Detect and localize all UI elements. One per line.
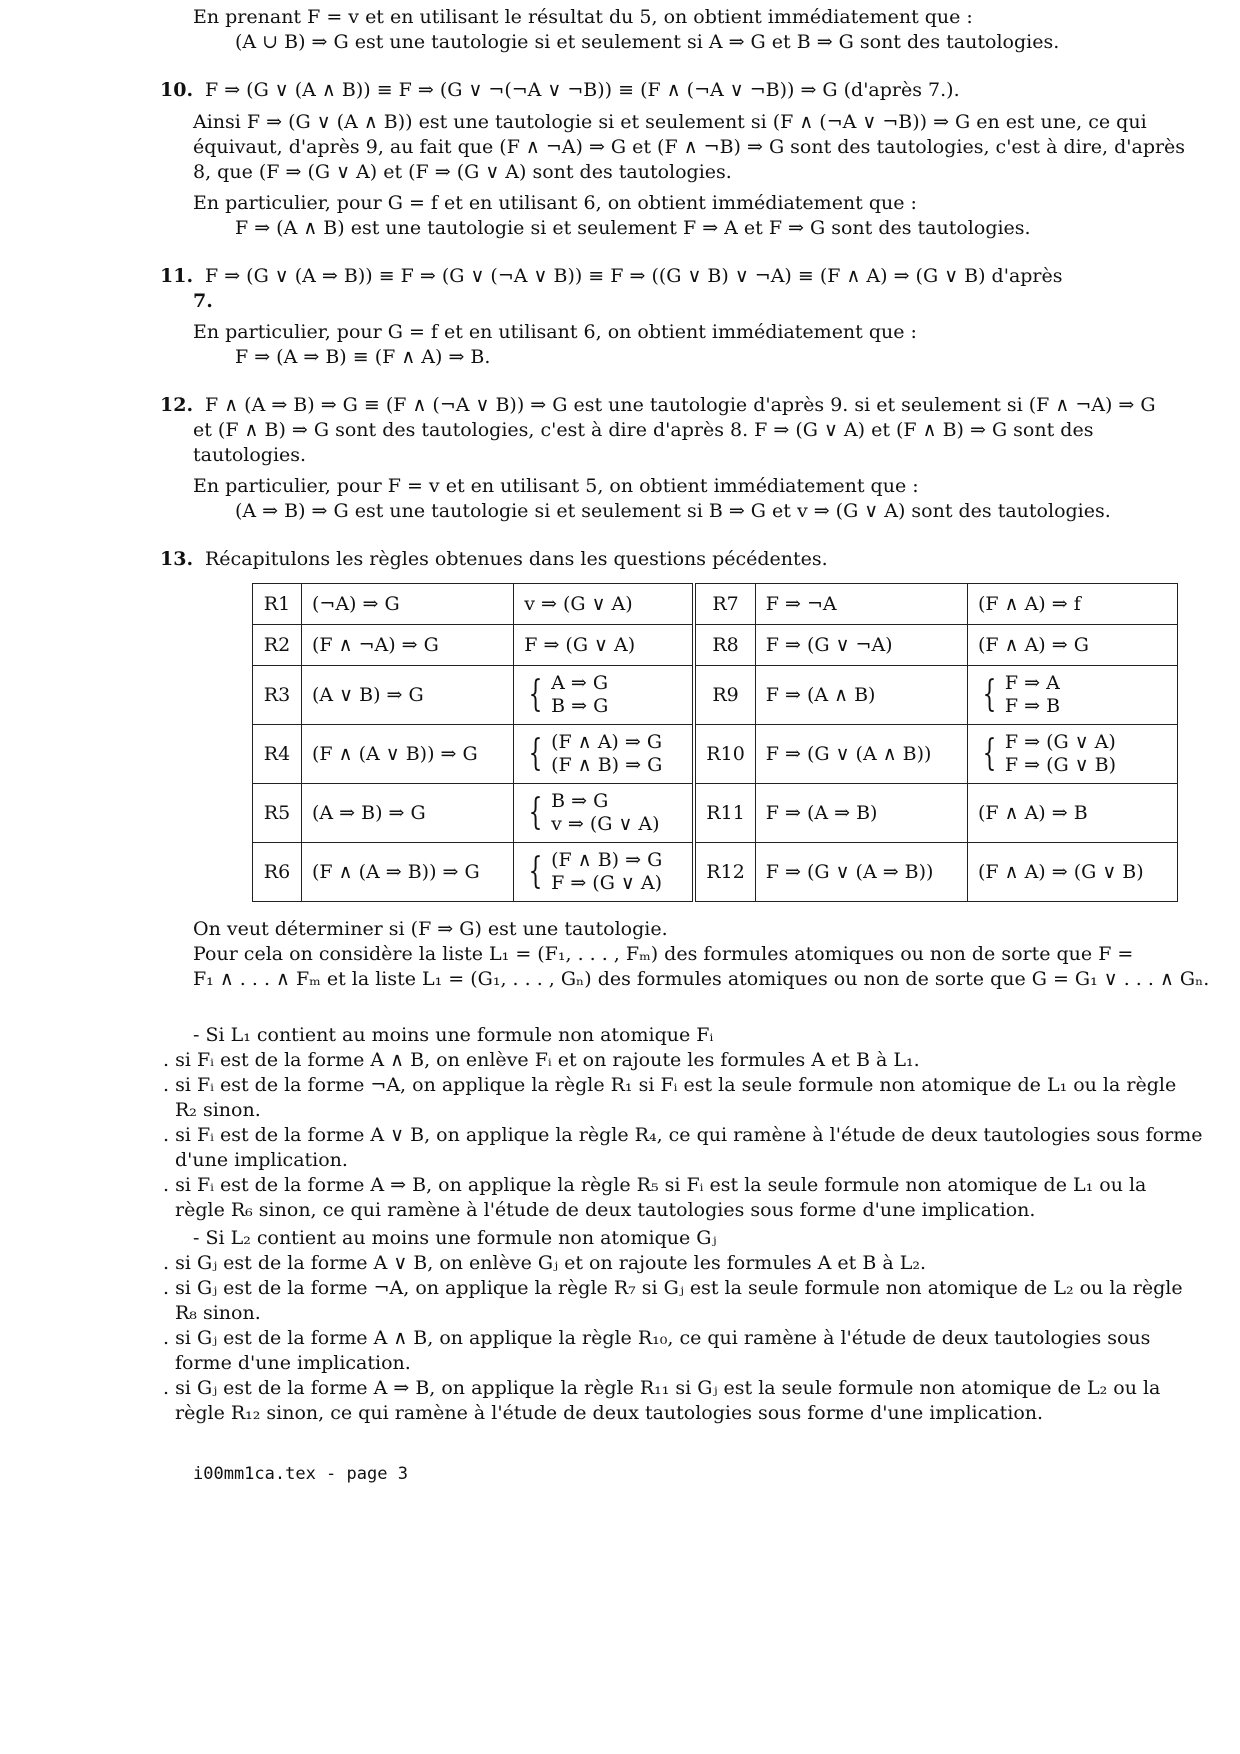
rule-formula: F ⇒ (G ∨ (A ⇒ B)) (755, 843, 967, 902)
q12-para-4: (A ⇒ B) ⇒ G est une tautologie si et seulement si B ⇒ G et v ⇒ (G ∨ A) sont des tautologies. (235, 500, 1111, 522)
case-l1-item: . si Fᵢ est de la forme A ⇒ B, on applique la règle R₅ si Fᵢ est la seule formule non atomique de L₁ ou la (163, 1174, 1147, 1196)
case-l1-item: . si Fᵢ est de la forme A ∨ B, on applique la règle R₄, ce qui ramène à l'étude de deux tautologies sous forme (163, 1124, 1203, 1146)
rule-id: R10 (694, 725, 755, 784)
case-l1-item: . si Fᵢ est de la forme ¬A, on applique la règle R₁ si Fᵢ est la seule formule non atomique de L₁ ou la règle (163, 1074, 1177, 1096)
result-line: A ⇒ G (551, 672, 609, 694)
rule-formula: (A ⇒ B) ⇒ G (302, 784, 514, 843)
q12-para-3: En particulier, pour F = v et en utilisant 5, on obtient immédiatement que : (193, 475, 919, 497)
q12-para-2: tautologies. (193, 444, 307, 466)
rule-result (514, 666, 695, 725)
rule-result (514, 725, 695, 784)
q10-para-5: F ⇒ (A ∧ B) est une tautologie si et seulement F ⇒ A et F ⇒ G sont des tautologies. (235, 217, 1031, 239)
case-l1-item-cont: d'une implication. (175, 1149, 348, 1171)
rule-formula: F ⇒ (A ⇒ B) (755, 784, 967, 843)
brace-glyph: { (528, 674, 543, 715)
rule-result (514, 784, 695, 843)
table-row (253, 784, 1178, 843)
rule-result: (F ∧ A) ⇒ (G ∨ B) (968, 843, 1178, 902)
q11-head-ref: 7. (193, 290, 213, 312)
q11-para-2: F ⇒ (A ⇒ B) ≡ (F ∧ A) ⇒ B. (235, 346, 491, 368)
case-l2-item-cont: règle R₁₂ sinon, ce qui ramène à l'étude de deux tautologies sous forme d'une implication. (175, 1402, 1044, 1424)
rule-result: (F ∧ A) ⇒ B (968, 784, 1178, 843)
rule-result: F ⇒ (G ∨ A) (514, 625, 695, 666)
rule-id: R11 (694, 784, 755, 843)
rule-id: R3 (253, 666, 302, 725)
rule-id: R6 (253, 843, 302, 902)
rules-table (252, 583, 1178, 902)
rule-id: R4 (253, 725, 302, 784)
rule-id: R8 (694, 625, 755, 666)
rule-id: R7 (694, 584, 755, 625)
brace-glyph: { (982, 674, 997, 715)
case-l2-item: . si Gⱼ est de la forme A ⇒ B, on applique la règle R₁₁ si Gⱼ est la seule formule non atomique de L₂ ou la (163, 1377, 1161, 1399)
case-l2-item: . si Gⱼ est de la forme A ∧ B, on applique la règle R₁₀, ce qui ramène à l'étude de deux tautologies sous (163, 1327, 1151, 1349)
rule-formula: F ⇒ ¬A (755, 584, 967, 625)
brace-glyph: { (528, 733, 543, 774)
q10-para-2: équivaut, d'après 9, au fait que (F ∧ ¬A) ⇒ G et (F ∧ ¬B) ⇒ G sont des tautologies, c'est à dire, d'après (193, 136, 1186, 158)
result-line: v ⇒ (G ∨ A) (551, 813, 660, 835)
result-line: F ⇒ (G ∨ B) (1004, 754, 1117, 776)
result-line: F ⇒ A (1004, 672, 1060, 694)
rule-id: R1 (253, 584, 302, 625)
result-line: F ⇒ (G ∨ A) (1004, 731, 1116, 753)
table-row (253, 725, 1178, 784)
q10-number: 10. (160, 79, 194, 101)
q11-head: F ⇒ (G ∨ (A ⇒ B)) ≡ F ⇒ (G ∨ (¬A ∨ B)) ≡ F ⇒ ((G ∨ B) ∨ ¬A) ≡ (F ∧ A) ⇒ (G ∨ B) d'après (205, 265, 1063, 287)
rule-result (514, 843, 695, 902)
rule-id: R5 (253, 784, 302, 843)
case-l1-title: - Si L₁ contient au moins une formule non atomique Fᵢ (193, 1024, 714, 1046)
case-l1-item-cont: R₂ sinon. (175, 1099, 261, 1121)
case-l2-item-cont: forme d'une implication. (175, 1352, 411, 1374)
q13-head: Récapitulons les règles obtenues dans les questions pécédentes. (205, 548, 828, 570)
rule-formula: (F ∧ (A ⇒ B)) ⇒ G (302, 843, 514, 902)
q10-para-3: 8, que (F ⇒ (G ∨ A) et (F ⇒ (G ∨ A) sont des tautologies. (193, 161, 732, 183)
after-line-1: On veut déterminer si (F ⇒ G) est une tautologie. (193, 918, 668, 940)
rule-formula: F ⇒ (G ∨ ¬A) (755, 625, 967, 666)
result-line: B ⇒ G (551, 695, 609, 717)
case-l1-item: . si Fᵢ est de la forme A ∧ B, on enlève Fᵢ et on rajoute les formules A et B à L₁. (163, 1049, 920, 1071)
page-footer: i00mm1ca.tex - page 3 (193, 1464, 408, 1484)
case-l2-item: . si Gⱼ est de la forme ¬A, on applique la règle R₇ si Gⱼ est la seule formule non atomique de L₂ ou la règle (163, 1277, 1183, 1299)
q11-para-1: En particulier, pour G = f et en utilisant 6, on obtient immédiatement que : (193, 321, 917, 343)
rule-id: R9 (694, 666, 755, 725)
rule-result: v ⇒ (G ∨ A) (514, 584, 695, 625)
table-row (253, 666, 1178, 725)
brace-glyph: { (982, 733, 997, 774)
rule-result: (F ∧ A) ⇒ G (968, 625, 1178, 666)
rule-formula: F ⇒ (G ∨ (A ∧ B)) (755, 725, 967, 784)
q12-number: 12. (160, 394, 194, 416)
intro-line-1: En prenant F = v et en utilisant le résultat du 5, on obtient immédiatement que : (193, 6, 973, 28)
result-line: F ⇒ (G ∨ A) (551, 872, 663, 894)
result-line: (F ∧ B) ⇒ G (551, 754, 663, 776)
q12-head: F ∧ (A ⇒ B) ⇒ G ≡ (F ∧ (¬A ∨ B)) ⇒ G est une tautologie d'après 9. si et seulement si (F ∧ ¬A) ⇒ G (205, 394, 1156, 416)
intro-line-2: (A ∪ B) ⇒ G est une tautologie si et seulement si A ⇒ G et B ⇒ G sont des tautologies. (235, 31, 1060, 53)
rule-formula: (A ∨ B) ⇒ G (302, 666, 514, 725)
table-row (253, 843, 1178, 902)
q10-para-4: En particulier, pour G = f et en utilisant 6, on obtient immédiatement que : (193, 192, 917, 214)
q10-head: F ⇒ (G ∨ (A ∧ B)) ≡ F ⇒ (G ∨ ¬(¬A ∨ ¬B)) ≡ (F ∧ (¬A ∨ ¬B)) ⇒ G (d'après 7.). (205, 79, 960, 101)
case-l2-item-cont: R₈ sinon. (175, 1302, 261, 1324)
rule-formula: (F ∧ (A ∨ B)) ⇒ G (302, 725, 514, 784)
brace-glyph: { (528, 792, 543, 833)
rule-result (968, 666, 1178, 725)
rule-result (968, 725, 1178, 784)
table-row (253, 625, 1178, 666)
case-l1-item-cont: règle R₆ sinon, ce qui ramène à l'étude de deux tautologies sous forme d'une implication. (175, 1199, 1036, 1221)
rule-result: (F ∧ A) ⇒ f (968, 584, 1178, 625)
result-line: (F ∧ B) ⇒ G (551, 849, 663, 871)
rule-id: R12 (694, 843, 755, 902)
q12-para-1: et (F ∧ B) ⇒ G sont des tautologies, c'est à dire d'après 8. F ⇒ (G ∨ A) et (F ∧ B) ⇒ G sont des (193, 419, 1094, 441)
case-l2-title: - Si L₂ contient au moins une formule non atomique Gⱼ (193, 1227, 717, 1249)
result-line: B ⇒ G (551, 790, 609, 812)
result-line: F ⇒ B (1004, 695, 1061, 717)
rule-formula: (¬A) ⇒ G (302, 584, 514, 625)
q13-number: 13. (160, 548, 194, 570)
rule-id: R2 (253, 625, 302, 666)
after-line-3: F₁ ∧ . . . ∧ Fₘ et la liste L₁ = (G₁, . . . , Gₙ) des formules atomiques ou non de sorte que G = G₁ ∨ . . . ∧ Gₙ. (193, 968, 1210, 990)
q11-number: 11. (160, 265, 194, 287)
rule-formula: F ⇒ (A ∧ B) (755, 666, 967, 725)
table-row (253, 584, 1178, 625)
q10-para-1: Ainsi F ⇒ (G ∨ (A ∧ B)) est une tautologie si et seulement si (F ∧ (¬A ∨ ¬B)) ⇒ G en est une, ce qui (193, 111, 1147, 133)
case-l2-item: . si Gⱼ est de la forme A ∨ B, on enlève Gⱼ et on rajoute les formules A et B à L₂. (163, 1252, 926, 1274)
rule-formula: (F ∧ ¬A) ⇒ G (302, 625, 514, 666)
after-line-2: Pour cela on considère la liste L₁ = (F₁, . . . , Fₘ) des formules atomiques ou non de sorte que F = (193, 943, 1134, 965)
result-line: (F ∧ A) ⇒ G (551, 731, 663, 753)
brace-glyph: { (528, 851, 543, 892)
